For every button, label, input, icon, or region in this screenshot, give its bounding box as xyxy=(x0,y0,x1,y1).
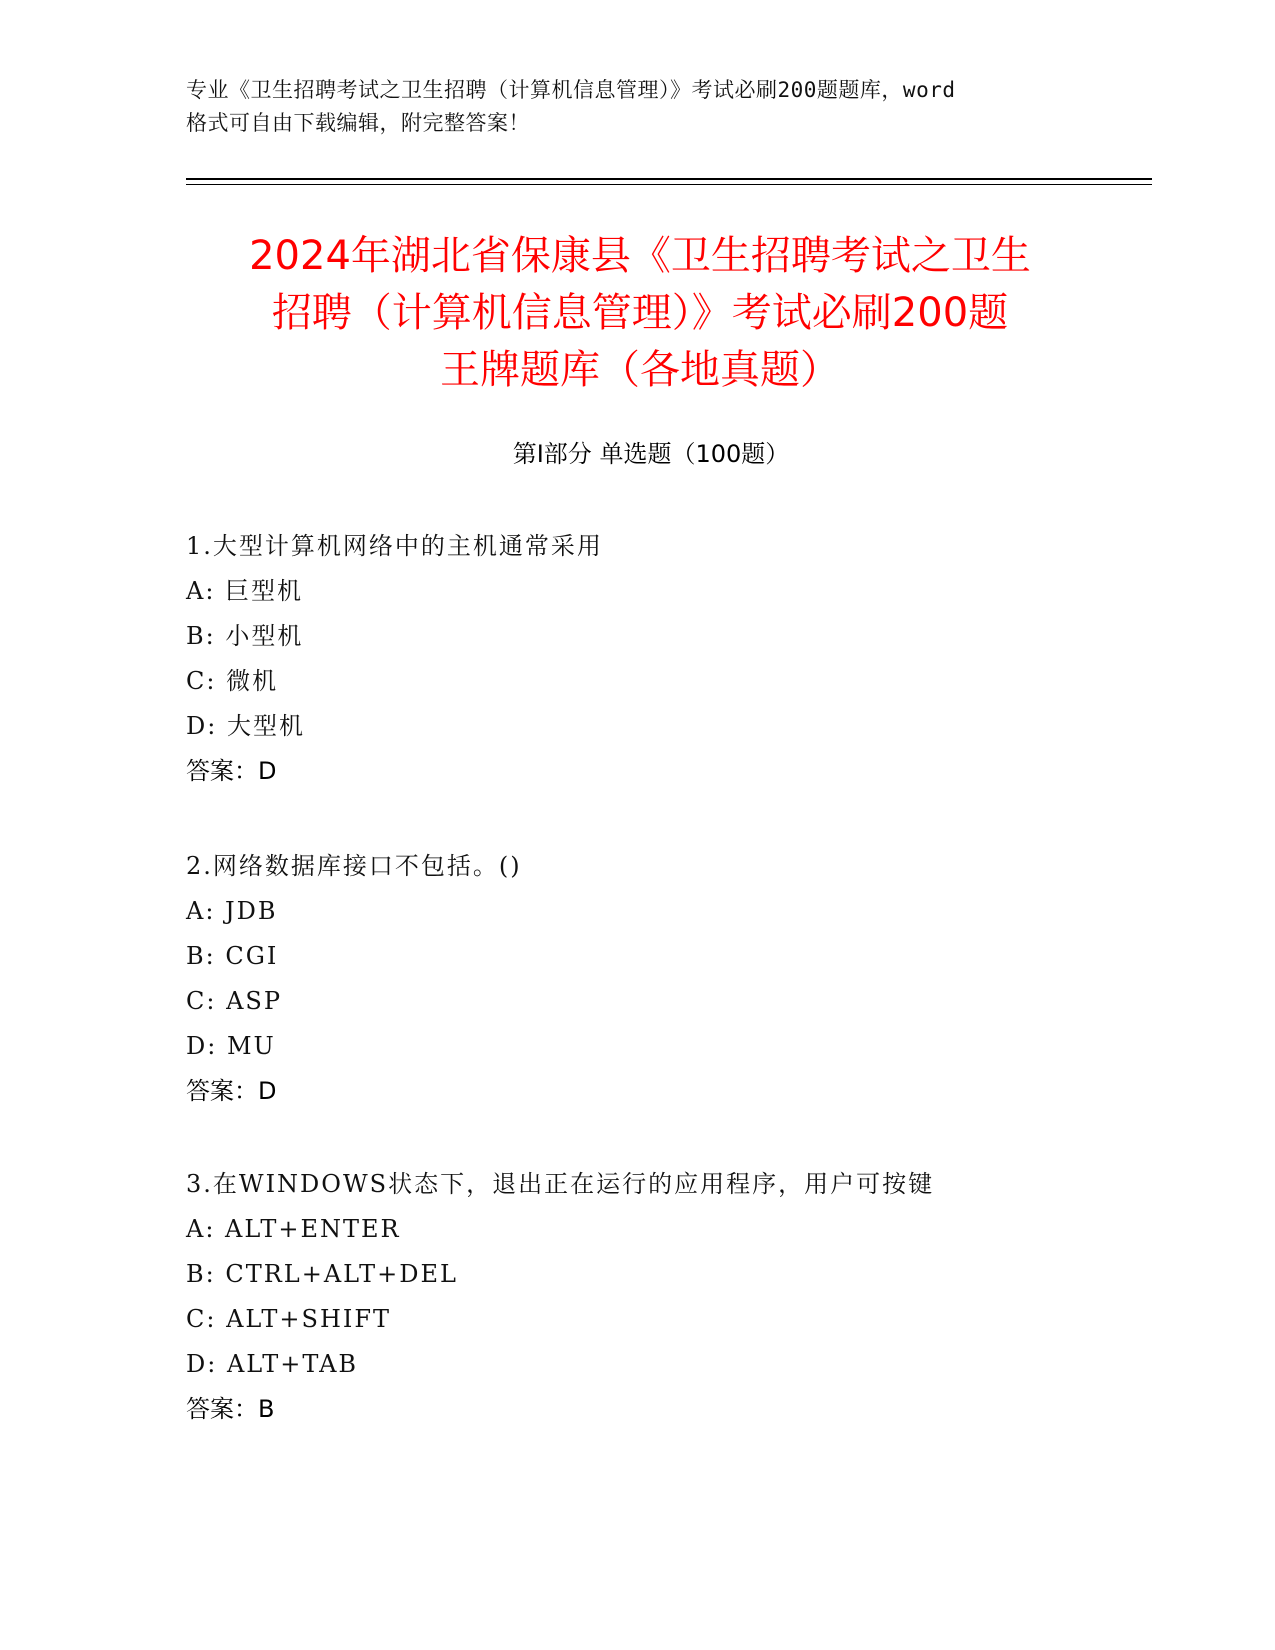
document-title xyxy=(140,228,1140,399)
option-c: C: ASP xyxy=(186,987,282,1015)
question-2 xyxy=(186,850,1146,1107)
header-divider-thin xyxy=(186,184,1152,185)
option-a: A: 巨型机 xyxy=(186,577,304,605)
question-3 xyxy=(186,1168,1146,1425)
document-title-line-2: 招聘（计算机信息管理）》考试必刷200题 xyxy=(271,290,1009,336)
option-d: D: 大型机 xyxy=(186,712,305,740)
question-stem: 2.网络数据库接口不包括。() xyxy=(186,852,522,880)
option-b: B: CGI xyxy=(186,942,279,970)
option-c: C: 微机 xyxy=(186,667,279,695)
option-d: D: MU xyxy=(186,1032,276,1060)
document-title-line-3: 王牌题库（各地真题） xyxy=(440,347,840,393)
answer: 答案：B xyxy=(186,1395,275,1423)
document-title-line-1: 2024年湖北省保康县《卫生招聘考试之卫生 xyxy=(249,233,1031,279)
question-stem: 3.在WINDOWS状态下，退出正在运行的应用程序，用户可按键 xyxy=(186,1170,935,1198)
option-a: A: JDB xyxy=(186,897,278,925)
header-note-line-2: 格式可自由下载编辑，附完整答案！ xyxy=(186,111,530,135)
section-heading: 第Ⅰ部分 单选题（100题） xyxy=(512,440,790,468)
header-note xyxy=(186,74,1086,140)
header-divider-thick xyxy=(186,178,1152,180)
option-d: D: ALT+TAB xyxy=(186,1350,359,1378)
question-stem: 1.大型计算机网络中的主机通常采用 xyxy=(186,532,603,560)
option-c: C: ALT+SHIFT xyxy=(186,1305,392,1333)
answer: 答案：D xyxy=(186,1077,277,1105)
header-note-line-1: 专业《卫生招聘考试之卫生招聘（计算机信息管理）》考试必刷200题题库，word xyxy=(186,78,956,102)
option-b: B: 小型机 xyxy=(186,622,304,650)
option-b: B: CTRL+ALT+DEL xyxy=(186,1260,458,1288)
option-a: A: ALT+ENTER xyxy=(186,1215,401,1243)
question-1 xyxy=(186,530,1146,787)
answer: 答案：D xyxy=(186,757,277,785)
